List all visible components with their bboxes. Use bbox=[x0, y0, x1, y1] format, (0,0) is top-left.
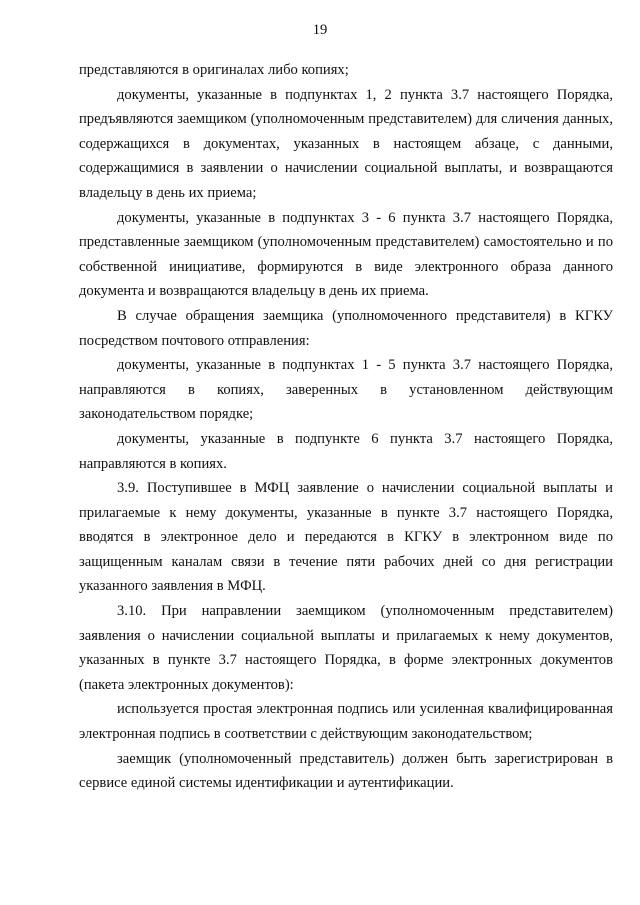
page-number: 19 bbox=[312, 22, 328, 38]
paragraph-postal-case: В случае обращения заемщика (уполномоченного представителя) в КГКУ посредством почтового отправления: bbox=[79, 307, 613, 349]
paragraph-section-3-9: 3.9. Поступившее в МФЦ заявление о начислении социальной выплаты и прилагаемые к нему документы, указанные в пункте 3.7 настоящего Порядка, вводятся в электронное дело и передаются в КГКУ в электронном виде по защищенным каналам связи в течение пяти рабочих дней со дня регистрации указанного заявления в МФЦ. bbox=[79, 480, 613, 595]
paragraph-documents-1-2: документы, указанные в подпунктах 1, 2 пункта 3.7 настоящего Порядка, предъявляются заемщиком (уполномоченным представителем) для сличения данных, содержащихся в документах, указанных в настоящем абзаце, с данными, содержащимися в заявлении о начислении социальной выплаты, и возвращаются владельцу в день их приема; bbox=[79, 86, 613, 201]
paragraph-documents-3-6: документы, указанные в подпунктах 3 - 6 пункта 3.7 настоящего Порядка, представленные заемщиком (уполномоченным представителем) самостоятельно и по собственной инициативе, формируются в виде электронного образа данного документа и возвращаются владельцу в день их приема. bbox=[79, 209, 613, 300]
paragraph-continuation: представляются в оригиналах либо копиях; bbox=[79, 62, 349, 78]
paragraph-electronic-signature: используется простая электронная подпись или усиленная квалифицированная электронная подпись в соответствии с действующим законодательством; bbox=[79, 701, 613, 743]
paragraph-registration: заемщик (уполномоченный представитель) должен быть зарегистрирован в сервисе единой системы идентификации и аутентификации. bbox=[79, 750, 613, 792]
document-body bbox=[79, 58, 613, 796]
paragraph-postal-document-6: документы, указанные в подпункте 6 пункта 3.7 настоящего Порядка, направляются в копиях. bbox=[79, 430, 613, 472]
paragraph-section-3-10: 3.10. При направлении заемщиком (уполномоченным представителем) заявления о начислении социальной выплаты и прилагаемых к нему документов, указанных в пункте 3.7 настоящего Порядка, в форме электронных документов (пакета электронных документов): bbox=[79, 603, 613, 693]
paragraph-postal-documents-1-5: документы, указанные в подпунктах 1 - 5 пункта 3.7 настоящего Порядка, направляются в копиях, заверенных в установленном действующим законодательством порядке; bbox=[79, 357, 613, 423]
